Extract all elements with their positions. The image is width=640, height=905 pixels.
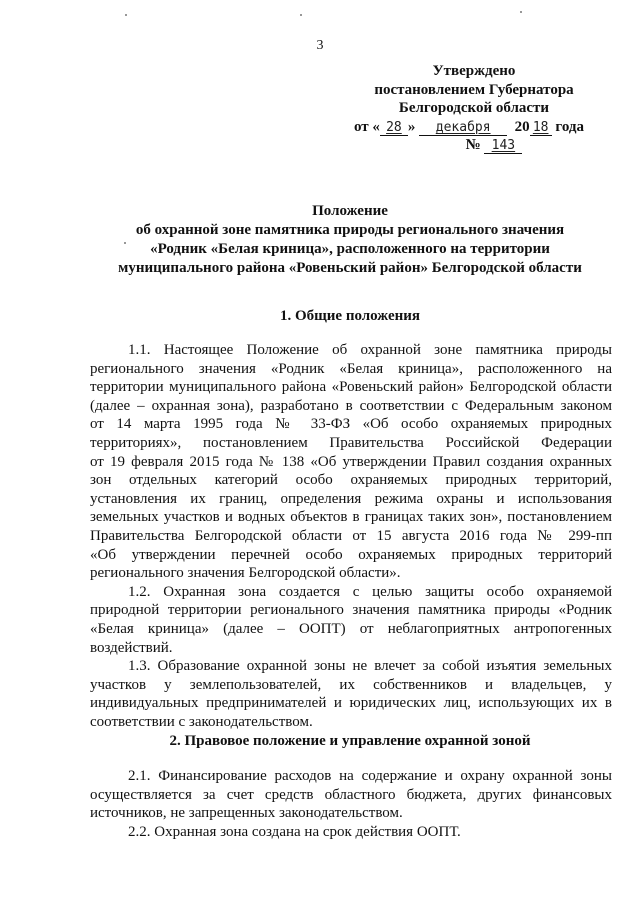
title-line: муниципального района «Ровеньский район» Белгородской области	[118, 260, 582, 276]
text-line: 1.3. Образование охранной зоны не влечет за собой изъятия земельных	[128, 658, 612, 675]
text-line: источников, не запрещенных законодательством.	[90, 805, 403, 822]
title-line: «Родник «Белая криница», расположенного на территории	[150, 241, 550, 257]
page-number: 3	[316, 38, 324, 53]
approval-region: Белгородской области	[398, 100, 550, 116]
approval-title: Утверждено	[432, 63, 516, 79]
date-month: декабря	[435, 119, 491, 135]
text-line: зон отдельных категорий особо охраняемых природных территорий,	[90, 472, 612, 489]
text-line: индивидуальных предпринимателей и юридических лиц, использующих их в	[90, 695, 612, 712]
text-line: 1.1. Настоящее Положение об охранной зоне памятника природы	[128, 342, 612, 358]
text-line: установления их границ, определения режима охраны и использования	[90, 490, 612, 507]
text-line: территориях», постановлением Правительства Российской Федерации	[90, 434, 612, 451]
title-line: об охранной зоне памятника природы регионального значения	[135, 222, 565, 238]
scan-speck	[300, 14, 302, 16]
text-line: соответствии с законодательством.	[90, 713, 313, 730]
text-line: территории муниципального района «Ровеньский район» Белгородской области	[90, 379, 612, 396]
title-line: Положение	[312, 203, 388, 219]
date-year-suffix: 18	[532, 119, 549, 135]
date-prefix: от «	[354, 118, 380, 135]
text-line: (далее – охранная зона), разработано в соответствии с Федеральным законом	[90, 397, 612, 414]
date-day: 28	[386, 119, 402, 135]
date-suffix: года	[555, 118, 585, 135]
section1-heading: 1. Общие положения	[279, 308, 421, 324]
text-line: 2.1. Финансирование расходов на содержание и охрану охранной зоны	[128, 768, 612, 784]
approval-stamp	[344, 62, 604, 155]
text-line: Правительства Белгородской области от 15 августа 2016 года № 299-пп	[90, 527, 612, 544]
section2-heading: 2. Правовое положение и управление охранной зоной	[169, 733, 531, 749]
approval-date	[354, 118, 604, 137]
section2-body	[90, 767, 612, 841]
document-title	[90, 202, 610, 278]
date-quote-close: »	[407, 118, 416, 135]
approval-number	[344, 136, 604, 155]
text-line: осуществляется за счет средств областного бюджета, других финансовых	[90, 786, 612, 803]
text-line: 1.2. Охранная зона создается с целью защиты особо охраняемой	[128, 583, 612, 600]
text-line: участков у землепользователей, их собственников и владельцев, у	[90, 676, 612, 693]
scan-speck	[520, 11, 522, 13]
text-line: земельных участков и водных объектов в границах таких зон», постановлением	[90, 509, 612, 526]
text-line: «Белая криница» (далее – ООПТ) от неблагоприятных антропогенных	[90, 620, 612, 637]
number-prefix: №	[465, 137, 481, 153]
text-line: 2.2. Охранная зона создана на срок действия ООПТ.	[128, 823, 461, 840]
number-value: 143	[491, 138, 516, 153]
text-line: регионального значения Белгородской области».	[90, 565, 401, 582]
date-year-prefix: 20	[514, 118, 530, 135]
text-line: регионального значения «Родник «Белая криница», расположенного на	[90, 360, 612, 377]
text-line: «Об утверждении перечней особо охраняемых природных территорий	[90, 546, 612, 563]
text-line: от 19 февраля 2015 года № 138 «Об утверждении Правил создания охранных	[90, 453, 612, 470]
section1-body	[90, 341, 612, 731]
text-line: от 14 марта 1995 года № 33-ФЗ «Об особо охраняемых природных	[90, 416, 612, 433]
text-line: природной территории регионального значения памятника природы «Родник	[90, 602, 612, 619]
scan-speck	[125, 14, 127, 16]
approval-authority: постановлением Губернатора	[374, 81, 574, 98]
text-line: воздействий.	[90, 639, 173, 656]
